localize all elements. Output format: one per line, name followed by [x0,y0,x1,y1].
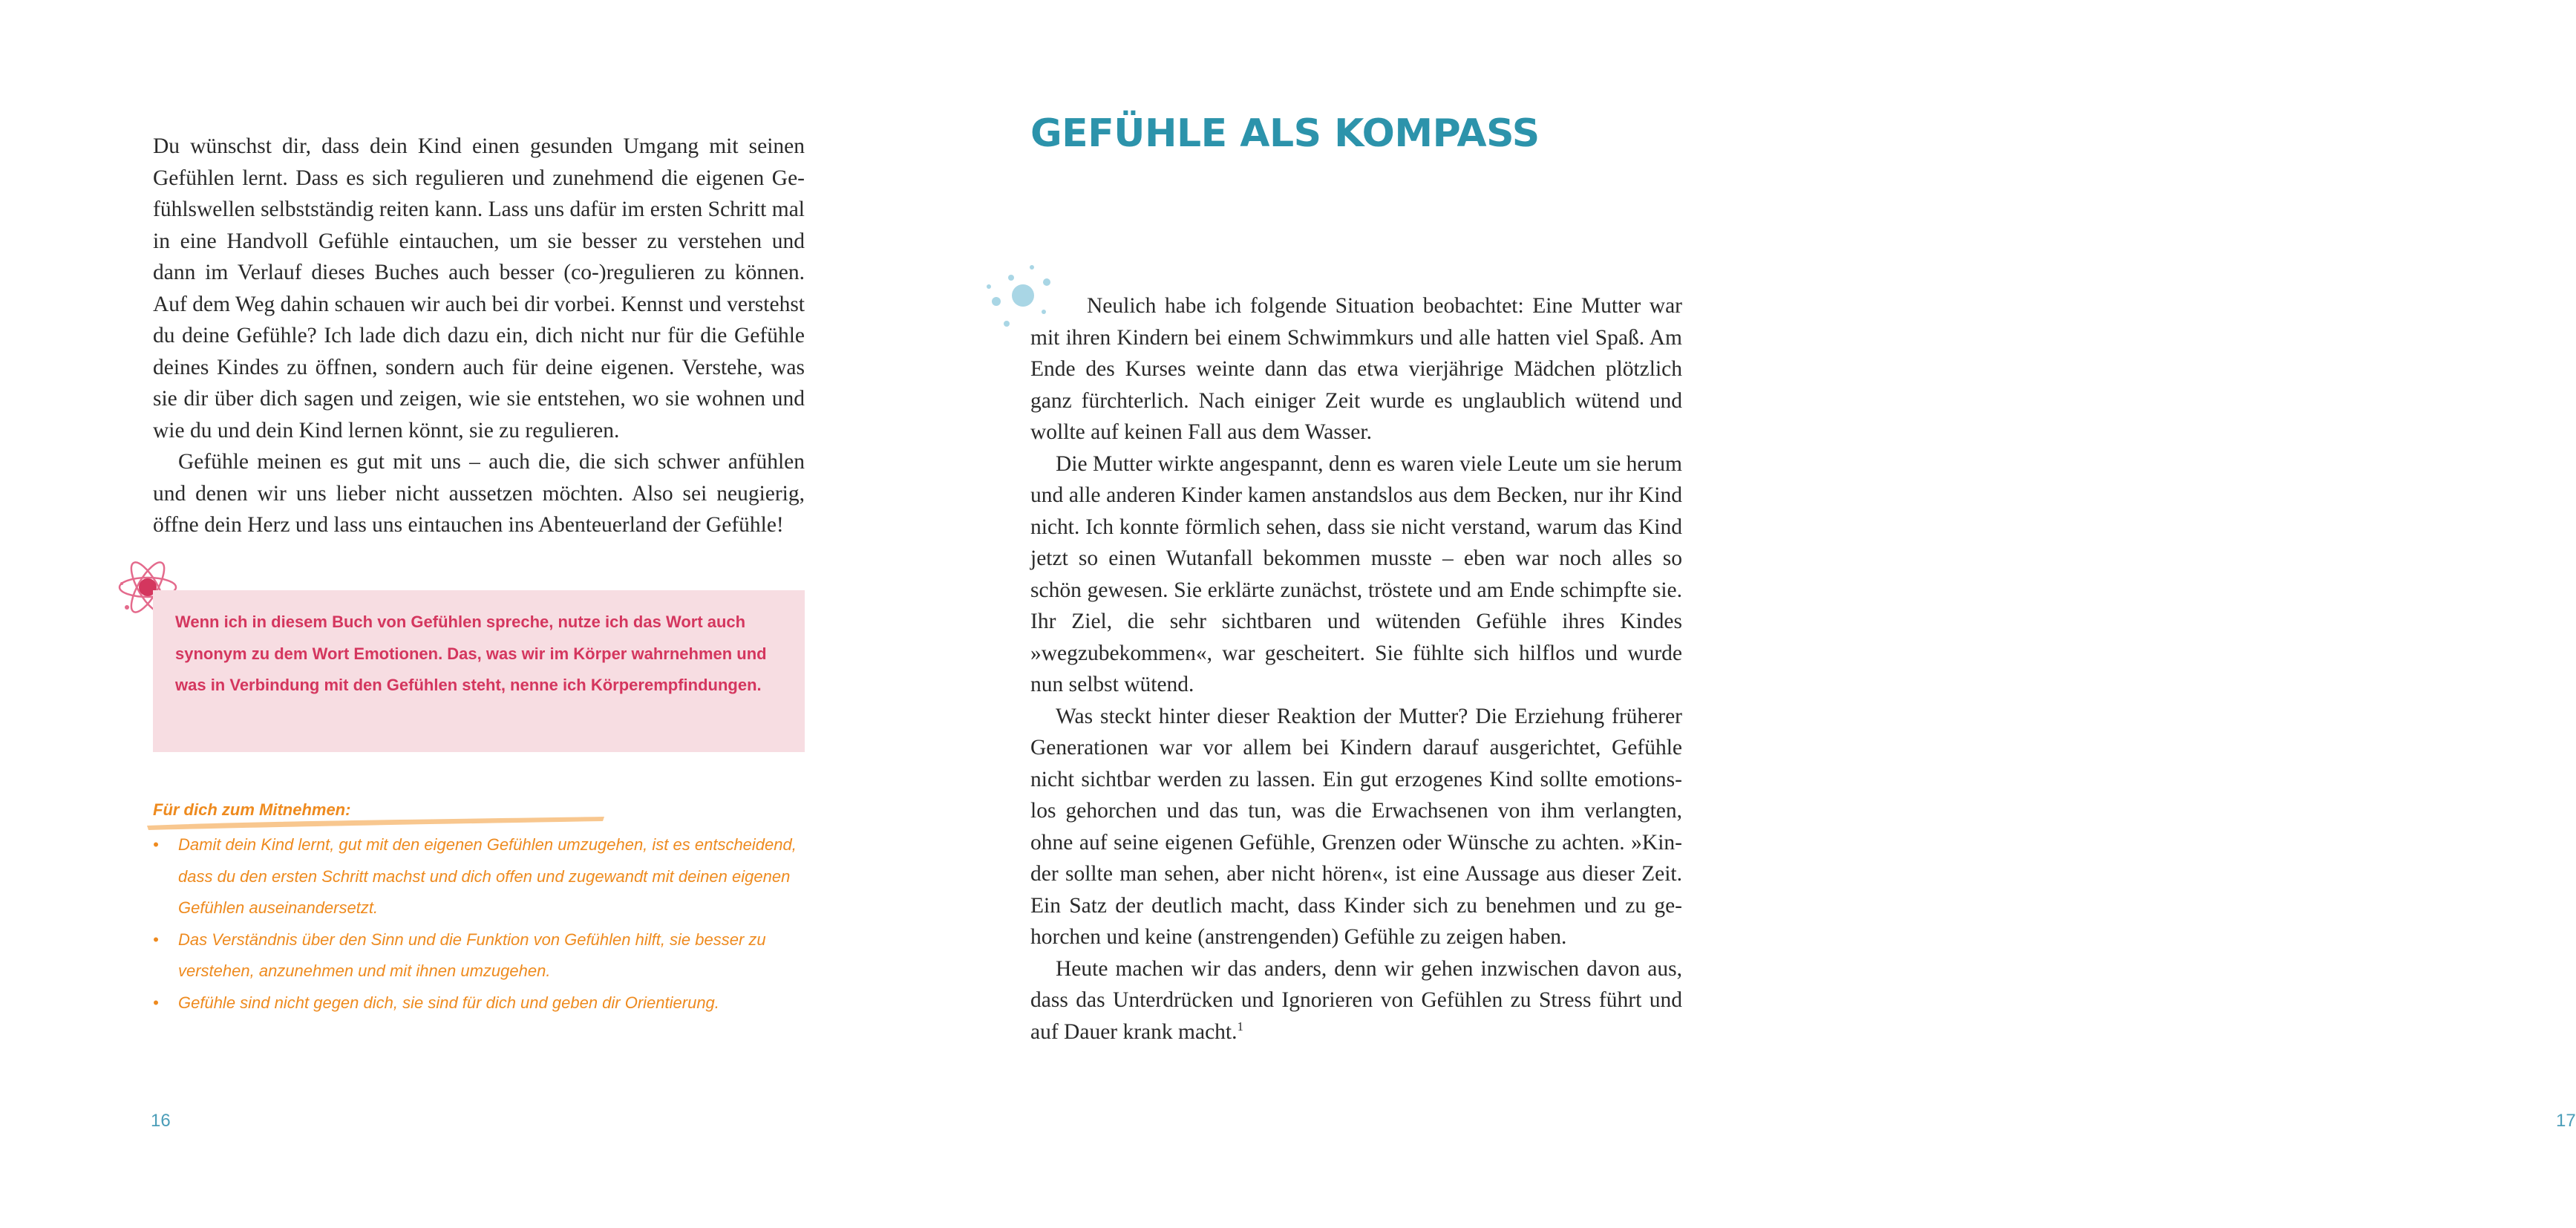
bullet: • [153,835,159,854]
callout-text: Wenn ich in diesem Buch von Gefühlen spreche, nutze ich das Wort auch synonym zu dem Wort Emotionen. Das, was wir im Körper wahrnehmen und was in Verbindung mit den Gefühlen steht, nenne ich Körperempfindungen. [175,613,767,694]
takeaway-list [153,829,806,1019]
takeaway-title: Für dich zum Mitnehmen: [153,800,351,819]
paragraph: Neulich habe ich folgende Situation beobachtet: Eine Mutter war mit ihren Kindern bei einem Schwimmkurs und alle hatten viel Spaß. Am Ende des Kurses weinte dann das etwa vierjährige Mädchen plötzlich ganz fürchterlich. Nach einiger Zeit wurde es unglaublich wütend und wollte auf keinen Fall aus dem Wasser. [1030,294,1682,444]
paragraph: Gefühle meinen es gut mit uns – auch die, die sich schwer anfühlen und denen wir uns lieber nicht aussetzen möchten. Also sei neugierig, öffne dein Herz und lass uns eintauchen ins Abenteuerland der Gefühle! [153,450,805,537]
list-item-text: Damit dein Kind lernt, gut mit den eigenen Gefühlen umzugehen, ist es entscheidend, dass du den ersten Schritt machst und dich offen und zugewandt mit deinen eigenen Gefühlen auseinandersetzt. [178,835,797,917]
list-item-text: Gefühle sind nicht gegen dich, sie sind für dich und geben dir Orientierung. [178,993,719,1012]
list-item [153,987,806,1019]
chapter-heading: GEFÜHLE ALS KOMPASS [1030,111,1540,156]
page-number: 17 [2556,1111,2576,1131]
footnote-marker[interactable]: 1 [1237,1019,1243,1033]
bullet: • [153,930,159,949]
paragraph: Was steckt hinter dieser Reaktion der Mutter? Die Erziehung früherer Generationen war vor allem bei Kindern darauf ausgerichtet, Gefühle nicht sichtbar werden zu lassen. Ein gut erzogenes Kind sollte emotionslos gehorchen und das tun, was die Erwachsenen von ihm verlangten, ohne auf seine eigenen Gefühle, Grenzen oder Wünsche zu achten. »Kinder sollte man sehen, aber nicht hören«, ist eine Aussage aus dieser Zeit. Ein Satz der deutlich macht, dass Kinder sich zu benehmen und zu gehorchen und keine (anstrengenden) Gefühle zu zeigen haben. [1030,704,1682,949]
left-body-text [153,131,805,541]
right-body-text [1030,290,1682,1048]
list-item-text: Das Verständnis über den Sinn und die Funktion von Gefühlen hilft, sie besser zu verstehen, anzunehmen und mit ihnen umzugehen. [178,930,766,980]
bullet: • [153,993,159,1012]
right-page [906,0,2576,1228]
paragraph-text: Heute machen wir das anders, denn wir gehen inzwischen davon aus, dass das Unterdrücken und Ignorieren von Gefühlen zu Stress führt und auf Dauer krank macht. [1030,956,1682,1044]
page-number: 16 [151,1111,171,1131]
paragraph: Du wünschst dir, dass dein Kind einen gesunden Umgang mit seinen Gefühlen lernt. Dass es sich regulieren und zunehmend die eigenen Gefühlswellen selbstständig reiten kann. Lass uns dafür im ersten Schritt mal in eine Handvoll Gefühle eintauchen, um sie besser zu verstehen und dann im Verlauf dieses Buches auch besser (co-)regulieren zu können. Auf dem Weg dahin schauen wir auch bei dir vorbei. Kennst und verstehst du deine Gefühle? Ich lade dich dazu ein, dich nicht nur für die Gefühle deines Kindes zu öffnen, sondern auch für deine eigenen. Verstehe, was sie dir über dich sagen und zeigen, wie sie entstehen, wo sie wohnen und wie du und dein Kind lernen könnt, sie zu regulieren. [153,134,805,442]
list-item [153,829,806,924]
list-item [153,924,806,987]
paragraph: Die Mutter wirkte angespannt, denn es waren viele Leute um sie herum und alle anderen Kinder kamen anstandslos aus dem Becken, nur ihr Kind nicht. Ich konnte förmlich sehen, dass sie nicht verstand, warum das Kind jetzt so einen Wutanfall bekommen musste – eben war noch alles so schön gewesen. Sie erklärte zunächst, tröstete und am Ende schimpfte sie. Ihr Ziel, die sehr sichtbaren und wütenden Gefühle ihres Kindes »wegzubekommen«, war gescheitert. Sie fühlte sich hilflos und wurde nun selbst wütend. [1030,451,1682,696]
paragraph [1030,953,1682,1048]
info-callout-box [153,590,805,752]
left-page [0,0,906,1228]
